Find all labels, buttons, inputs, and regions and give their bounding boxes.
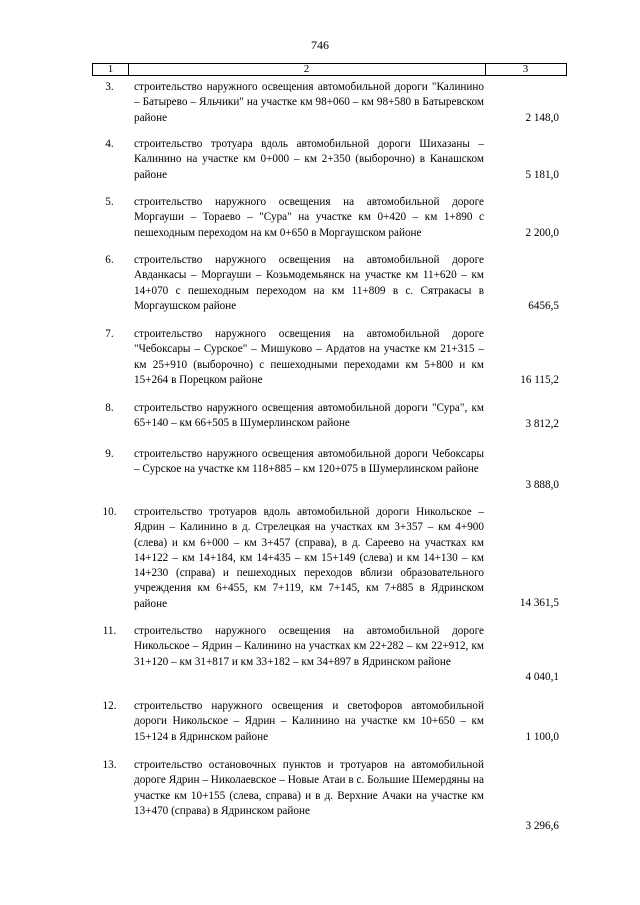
- row-number: 10.: [102, 506, 117, 518]
- table-row: [92, 447, 567, 493]
- row-value: 2 200,0: [525, 226, 559, 239]
- table-row: [92, 253, 567, 314]
- row-description: строительство наружного освещения на автомобильной дороге "Чебоксары – Сурское" – Мишуково – Ардатов на участке км 21+315 – км 25+910 (выборочно) с пешеходными переходами км 5+800 и км 15+264 в Порецком районе: [134, 328, 484, 386]
- row-description: строительство остановочных пунктов и тротуаров на автомобильной дороге Ядрин – Николаевское – Новые Атаи в с. Большие Шемердяны на участке км 10+155 (слева, справа) и в д. Верхние Ачаки на участке км 13+470 (справа) в Ядринском районе: [134, 759, 484, 817]
- row-number: 11.: [102, 625, 117, 637]
- row-value: 3 296,6: [525, 819, 559, 832]
- header-col-2: 2: [128, 64, 486, 75]
- table-row: [92, 80, 567, 126]
- page-number: 746: [311, 38, 329, 52]
- row-value: 1 100,0: [525, 730, 559, 743]
- row-description: строительство тротуаров вдоль автомобильной дороги Никольское – Ядрин – Калинино в д. Стрелецкая на участках км 3+357 – км 4+900 (слева) и км 6+000 – км 3+457 (справа), в д. Сареево на участках км 14+122 – км 14+184, км 14+435 – км 15+149 (слева) и км 14+130 – км 14+230 (справа) и пешеходных переходов вблизи образовательного учреждения км 6+455, км 7+119, км 7+145, км 7+885 в Ядринском районе: [134, 506, 484, 610]
- table-row: [92, 624, 567, 685]
- row-number: 4.: [105, 138, 114, 150]
- row-value: 2 148,0: [525, 111, 559, 124]
- row-description: строительство наружного освещения автомобильной дороги Чебоксары – Сурское на участке км 118+885 – км 120+075 в Шумерлинском районе: [134, 448, 484, 476]
- row-value: 3 888,0: [525, 478, 559, 491]
- row-number: 9.: [105, 448, 114, 460]
- row-number: 8.: [105, 402, 114, 414]
- row-description: строительство наружного освещения автомобильной дороги "Калинино – Батырево – Яльчики" на участке км 98+060 – км 98+580 в Батыревском районе: [134, 81, 484, 124]
- row-value: 6456,5: [528, 299, 559, 312]
- table-row: [92, 758, 567, 834]
- table-row: [92, 505, 567, 611]
- row-number: 6.: [105, 254, 114, 266]
- header-col-1: 1: [93, 64, 129, 75]
- header-col-3: 3: [522, 63, 529, 75]
- row-description: строительство наружного освещения на автомобильной дороге Никольское – Ядрин – Калинино на участках км 22+282 – км 22+912, км 31+120 – км 31+817 и км 33+182 – км 34+897 в Ядринском районе: [134, 625, 484, 668]
- table-header: [92, 63, 567, 76]
- table-row: [92, 327, 567, 388]
- row-number: 12.: [102, 700, 117, 712]
- row-number: 3.: [105, 81, 114, 93]
- table-row: [92, 195, 567, 241]
- row-value: 4 040,1: [525, 670, 559, 683]
- table-row: [92, 137, 567, 183]
- row-description: строительство наружного освещения и светофоров автомобильной дороги Никольское – Ядрин – Калинино на участке км 10+650 – км 15+124 в Ядринском районе: [134, 700, 484, 743]
- row-value: 14 361,5: [519, 596, 559, 609]
- row-number: 5.: [105, 196, 114, 208]
- row-value: 5 181,0: [525, 168, 559, 181]
- row-number: 13.: [102, 759, 117, 771]
- table-row: [92, 699, 567, 745]
- row-description: строительство наружного освещения на автомобильной дороге Авданкасы – Моргауши – Козьмодемьянск на участке км 11+620 – км 14+070 с пешеходным переходом на км 11+809 в с. Сятракасы в Моргаушском районе: [134, 254, 484, 312]
- row-description: строительство наружного освещения автомобильной дороги "Сура", км 65+140 – км 66+505 в Шумерлинском районе: [134, 402, 484, 430]
- row-description: строительство наружного освещения на автомобильной дороге Моргауши – Тораево – "Сура" на участке км 0+420 – км 1+890 с пешеходным переходом на км 0+650 в Моргаушском районе: [134, 196, 484, 239]
- row-value: 16 115,2: [520, 373, 559, 386]
- row-number: 7.: [105, 328, 114, 340]
- row-value: 3 812,2: [525, 417, 559, 430]
- row-description: строительство тротуара вдоль автомобильной дороги Шихазаны – Калинино на участке км 0+000 – км 2+350 (выборочно) в Канашском районе: [134, 138, 484, 181]
- table-row: [92, 401, 567, 432]
